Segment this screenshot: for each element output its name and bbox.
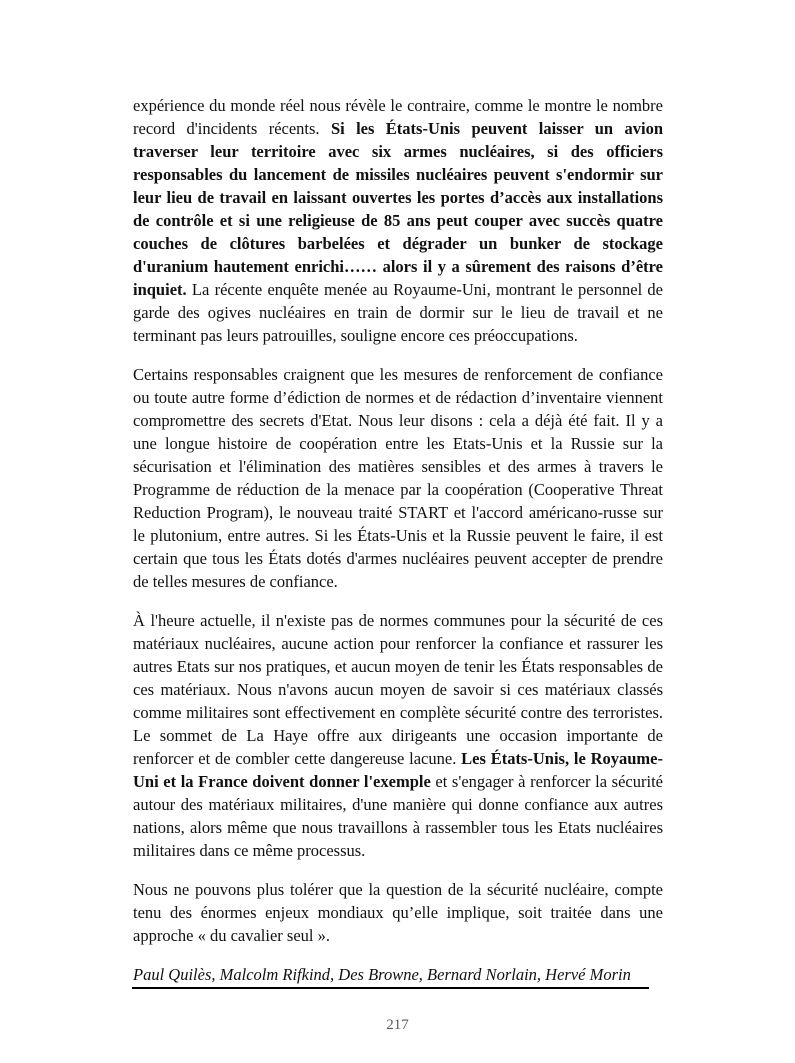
paragraph-no-common-norms xyxy=(133,609,663,862)
paragraph-no-common-norms-bold-text: Les États-Unis, le Royaume-Uni et la France doivent donner l'exemple xyxy=(133,749,663,791)
page-number: 217 xyxy=(386,1017,409,1033)
paragraph-incidents xyxy=(133,94,663,347)
paragraph-incidents-lead-text: expérience du monde réel nous révèle le contraire, comme le montre le nombre record d'incidents récents. xyxy=(133,96,663,138)
paragraph-confidence-measures xyxy=(133,363,663,593)
paragraph-no-common-norms-tail-text: et s'engager à renforcer la sécurité autour des matériaux militaires, d'une manière qui donne confiance aux autres nations, alors même que nous travaillons à rassembler tous les Etats nucléaires militaires dans ce même processus. xyxy=(133,772,663,860)
paragraph-incidents-tail-text: La récente enquête menée au Royaume-Uni, montrant le personnel de garde des ogives nucléaires en train de dormir sur le lieu de travail et ne terminant pas leurs patrouilles, souligne encore ces préoccupations. xyxy=(133,280,663,345)
paragraph-no-common-norms-lead-text: À l'heure actuelle, il n'existe pas de normes communes pour la sécurité de ces matériaux nucléaires, aucune action pour renforcer la confiance et rassurer les autres Etats sur nos pratiques, et aucun moyen de tenir les États responsables de ces matériaux. Nous n'avons aucun moyen de savoir si ces matériaux classés comme militaires sont effectivement en complète sécurité contre des terroristes. Le sommet de La Haye offre aux dirigeants une occasion importante de renforcer et de combler cette dangereuse lacune. xyxy=(133,611,663,768)
text-block xyxy=(133,94,663,986)
paragraph-conclusion xyxy=(133,878,663,947)
paragraph-incidents-bold-text: Si les États-Unis peuvent laisser un avion traverser leur territoire avec six armes nucléaires, si des officiers responsables du lancement de missiles nucléaires peuvent s'endormir sur leur lieu de travail en laissant ouvertes les portes d’accès aux installations de contrôle et si une religieuse de 85 ans peut couper avec succès quatre couches de clôtures barbelées et dégrader un bunker de stockage d'uranium hautement enrichi…… alors il y a sûrement des raisons d’être inquiet. xyxy=(133,119,663,299)
authors-signature: Paul Quilès, Malcolm Rifkind, Des Browne, Bernard Norlain, Hervé Morin xyxy=(133,965,631,984)
paragraph-conclusion-text: Nous ne pouvons plus tolérer que la question de la sécurité nucléaire, compte tenu des énormes enjeux mondiaux qu’elle implique, soit traitée dans une approche « du cavalier seul ». xyxy=(133,880,663,945)
paragraph-confidence-measures-text: Certains responsables craignent que les mesures de renforcement de confiance ou toute autre forme d’édiction de normes et de rédaction d’inventaire viennent compromettre des secrets d'Etat. Nous leur disons : cela a déjà été fait. Il y a une longue histoire de coopération entre les Etats-Unis et la Russie sur la sécurisation et l'élimination des matières sensibles et des armes à travers le Programme de réduction de la menace par la coopération (Cooperative Threat Reduction Program), le nouveau traité START et l'accord américano-russe sur le plutonium, entre autres. Si les États-Unis et la Russie peuvent le faire, il est certain que tous les États dotés d'armes nucléaires peuvent accepter de prendre de telles mesures de confiance. xyxy=(133,365,663,591)
footer-separator-line xyxy=(132,987,649,989)
